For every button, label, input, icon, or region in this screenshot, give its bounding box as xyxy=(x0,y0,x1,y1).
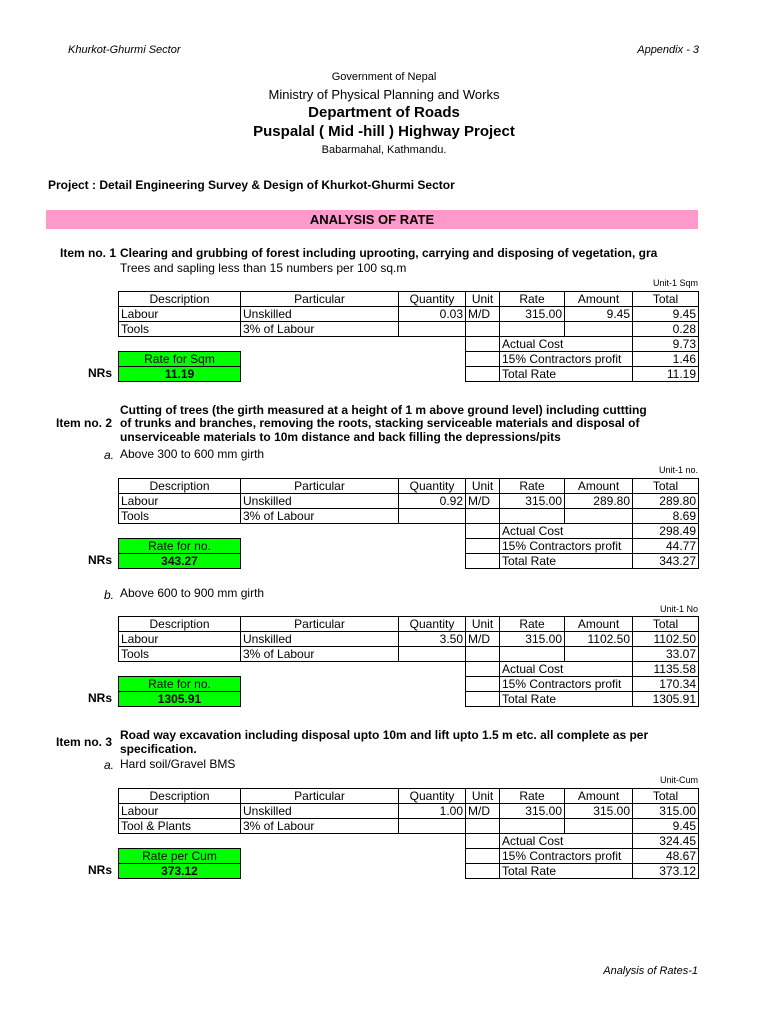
item2b-row1-amount: 1102.50 xyxy=(564,631,633,647)
item3a-nrs-label: NRs xyxy=(88,863,113,877)
item3a-profit: 48.67 xyxy=(632,848,699,864)
item3a-marker: a. xyxy=(104,758,115,772)
item2b-row2-desc: Tools xyxy=(118,646,241,662)
item3a-row1-total: 315.00 xyxy=(632,803,699,819)
item2a-profit-label: 15% Contractors profit xyxy=(499,538,633,554)
item2a-sub: Above 300 to 600 mm girth xyxy=(120,447,265,461)
item2a-sum-gap xyxy=(465,538,500,554)
item3a-col-part: Particular xyxy=(240,788,399,804)
item3a-col-unit: Unit xyxy=(465,788,500,804)
item2a-row1-qty: 0.92 xyxy=(398,493,466,509)
item1-profit: 1.46 xyxy=(632,351,699,367)
item2b-row2-rate xyxy=(499,646,565,662)
item1-row1-rate: 315.00 xyxy=(499,306,565,322)
item2b-row2-amount xyxy=(564,646,633,662)
item3a-col-total: Total xyxy=(632,788,699,804)
item2b-col-rate: Rate xyxy=(499,616,565,632)
item3a-row2-qty xyxy=(398,818,466,834)
item3a-rate-label: Rate per Cum xyxy=(118,848,241,864)
item1-sum-gap xyxy=(465,351,500,367)
item2a-marker: a. xyxy=(104,448,115,462)
item3a-row1-rate: 315.00 xyxy=(499,803,565,819)
page-footer: Analysis of Rates-1 xyxy=(603,965,698,977)
item1-row1-unit: M/D xyxy=(465,306,500,322)
item1-rate-label: Rate for Sqm xyxy=(118,351,241,367)
item1-row2-amount xyxy=(564,321,633,337)
item1-col-amount: Amount xyxy=(564,291,633,307)
item2b-col-qty: Quantity xyxy=(398,616,466,632)
item2a-col-rate: Rate xyxy=(499,478,565,494)
item1-actual-cost: 9.73 xyxy=(632,336,699,352)
item1-profit-label: 15% Contractors profit xyxy=(499,351,633,367)
item3a-col-rate: Rate xyxy=(499,788,565,804)
item2a-row1-part: Unskilled xyxy=(240,493,399,509)
item1-col-desc: Description xyxy=(118,291,241,307)
item2b-sum-gap xyxy=(465,676,500,692)
item2a-row1-amount: 289.80 xyxy=(564,493,633,509)
item2-title-1: Cutting of trees (the girth measured at a height of 1 m above ground level) including cuttting xyxy=(120,403,647,417)
item2b-row1-unit: M/D xyxy=(465,631,500,647)
item2b-row1-total: 1102.50 xyxy=(632,631,699,647)
item2a-rate-label: Rate for no. xyxy=(118,538,241,554)
project-name: Puspalal ( Mid -hill ) Highway Project xyxy=(253,123,515,140)
appendix-label: Appendix - 3 xyxy=(637,44,699,56)
item1-row2-unit xyxy=(465,321,500,337)
item2b-col-part: Particular xyxy=(240,616,399,632)
item3a-row2-amount xyxy=(564,818,633,834)
item2a-total-rate-label: Total Rate xyxy=(499,553,633,569)
item3a-profit-label: 15% Contractors profit xyxy=(499,848,633,864)
item2a-actual-cost-label: Actual Cost xyxy=(499,523,633,539)
item1-total-rate: 11.19 xyxy=(632,366,699,382)
item3-label: Item no. 3 xyxy=(55,735,112,749)
item2b-total-rate-label: Total Rate xyxy=(499,691,633,707)
item1-col-unit: Unit xyxy=(465,291,500,307)
item1-col-rate: Rate xyxy=(499,291,565,307)
item2b-total-rate: 1305.91 xyxy=(632,691,699,707)
item2a-rate-value: 343.27 xyxy=(118,553,241,569)
item2b-profit-label: 15% Contractors profit xyxy=(499,676,633,692)
item1-row2-qty xyxy=(398,321,466,337)
item1-total-rate-label: Total Rate xyxy=(499,366,633,382)
item3a-unit: Unit-Cum xyxy=(659,775,698,785)
item1-label: Item no. 1 xyxy=(59,246,116,260)
item2b-profit: 170.34 xyxy=(632,676,699,692)
item1-sub: Trees and sapling less than 15 numbers per 100 sq.m xyxy=(120,261,407,275)
item2b-sum-gap xyxy=(465,661,500,677)
item2a-row1-rate: 315.00 xyxy=(499,493,565,509)
item2b-sub: Above 600 to 900 mm girth xyxy=(120,586,265,600)
item1-sum-gap xyxy=(465,366,500,382)
item3a-row1-qty: 1.00 xyxy=(398,803,466,819)
item2a-row2-part: 3% of Labour xyxy=(240,508,399,524)
item1-row2-total: 0.28 xyxy=(632,321,699,337)
address: Babarmahal, Kathmandu. xyxy=(321,144,447,156)
item2a-row2-qty xyxy=(398,508,466,524)
item2a-row2-desc: Tools xyxy=(118,508,241,524)
sector-header: Khurkot-Ghurmi Sector xyxy=(68,44,181,56)
item2a-col-total: Total xyxy=(632,478,699,494)
item3a-sum-gap xyxy=(465,863,500,879)
item3a-row1-desc: Labour xyxy=(118,803,241,819)
item2a-row2-total: 8.69 xyxy=(632,508,699,524)
item3a-row2-total: 9.45 xyxy=(632,818,699,834)
ministry-title: Ministry of Physical Planning and Works xyxy=(268,87,500,102)
project-line: Project : Detail Engineering Survey & Design of Khurkot-Ghurmi Sector xyxy=(48,178,455,192)
item3a-col-amount: Amount xyxy=(564,788,633,804)
item2b-row2-unit xyxy=(465,646,500,662)
item1-col-part: Particular xyxy=(240,291,399,307)
item3a-row2-rate xyxy=(499,818,565,834)
item2a-row1-total: 289.80 xyxy=(632,493,699,509)
item3a-actual-cost: 324.45 xyxy=(632,833,699,849)
item2b-row2-qty xyxy=(398,646,466,662)
item3a-col-qty: Quantity xyxy=(398,788,466,804)
item3a-row2-unit xyxy=(465,818,500,834)
item2a-col-amount: Amount xyxy=(564,478,633,494)
item2a-col-unit: Unit xyxy=(465,478,500,494)
item2a-col-qty: Quantity xyxy=(398,478,466,494)
item1-col-total: Total xyxy=(632,291,699,307)
item1-rate-value: 11.19 xyxy=(118,366,241,382)
item2-label: Item no. 2 xyxy=(55,416,112,430)
item1-row1-part: Unskilled xyxy=(240,306,399,322)
item2-title-3: unserviceable materials to 10m distance and back filling the depressions/pits xyxy=(120,430,561,444)
item2a-row2-unit xyxy=(465,508,500,524)
item2b-marker: b. xyxy=(104,588,115,602)
item2b-rate-label: Rate for no. xyxy=(118,676,241,692)
item3a-rate-value: 373.12 xyxy=(118,863,241,879)
item2b-row1-part: Unskilled xyxy=(240,631,399,647)
item2b-rate-value: 1305.91 xyxy=(118,691,241,707)
item2a-row2-amount xyxy=(564,508,633,524)
item1-row1-amount: 9.45 xyxy=(564,306,633,322)
item2a-total-rate: 343.27 xyxy=(632,553,699,569)
item1-sum-gap xyxy=(465,336,500,352)
item1-title: Clearing and grubbing of forest including uprooting, carrying and disposing of vegetation, gra xyxy=(120,246,658,260)
item3a-actual-cost-label: Actual Cost xyxy=(499,833,633,849)
item2b-actual-cost-label: Actual Cost xyxy=(499,661,633,677)
item3a-total-rate: 373.12 xyxy=(632,863,699,879)
item3a-sum-gap xyxy=(465,848,500,864)
item3a-col-desc: Description xyxy=(118,788,241,804)
item1-row1-desc: Labour xyxy=(118,306,241,322)
item3-title-1: Road way excavation including disposal upto 10m and lift upto 1.5 m etc. all complete as per xyxy=(120,728,649,742)
item2b-unit: Unit-1 No xyxy=(659,604,698,614)
item1-col-qty: Quantity xyxy=(398,291,466,307)
item3a-row1-part: Unskilled xyxy=(240,803,399,819)
item1-row1-qty: 0.03 xyxy=(398,306,466,322)
item2a-sum-gap xyxy=(465,553,500,569)
item2a-actual-cost: 298.49 xyxy=(632,523,699,539)
item1-row1-total: 9.45 xyxy=(632,306,699,322)
item2b-row2-part: 3% of Labour xyxy=(240,646,399,662)
item2b-row1-rate: 315.00 xyxy=(499,631,565,647)
item2a-nrs-label: NRs xyxy=(88,553,113,567)
item2b-sum-gap xyxy=(465,691,500,707)
item2b-actual-cost: 1135.58 xyxy=(632,661,699,677)
gov-title: Government of Nepal xyxy=(331,71,437,83)
item1-row2-desc: Tools xyxy=(118,321,241,337)
item2b-col-total: Total xyxy=(632,616,699,632)
item2a-col-part: Particular xyxy=(240,478,399,494)
item2-title-2: of trunks and branches, removing the roots, stacking serviceable materials and disposal of xyxy=(120,416,640,430)
item3a-row1-unit: M/D xyxy=(465,803,500,819)
item2b-row1-desc: Labour xyxy=(118,631,241,647)
item1-row2-part: 3% of Labour xyxy=(240,321,399,337)
item2a-row2-rate xyxy=(499,508,565,524)
item2b-col-desc: Description xyxy=(118,616,241,632)
item3-title-2: specification. xyxy=(120,742,197,756)
item3a-total-rate-label: Total Rate xyxy=(499,863,633,879)
item3a-row1-amount: 315.00 xyxy=(564,803,633,819)
item2a-row1-unit: M/D xyxy=(465,493,500,509)
item2b-col-amount: Amount xyxy=(564,616,633,632)
item2b-row1-qty: 3.50 xyxy=(398,631,466,647)
item3a-sum-gap xyxy=(465,833,500,849)
item2a-col-desc: Description xyxy=(118,478,241,494)
item2a-unit: Unit-1 no. xyxy=(658,465,698,475)
analysis-banner: ANALYSIS OF RATE xyxy=(46,210,698,229)
item2a-profit: 44.77 xyxy=(632,538,699,554)
department-title: Department of Roads xyxy=(308,104,460,121)
item3a-row2-desc: Tool & Plants xyxy=(118,818,241,834)
item2a-sum-gap xyxy=(465,523,500,539)
item2a-row1-desc: Labour xyxy=(118,493,241,509)
item2b-col-unit: Unit xyxy=(465,616,500,632)
item2b-nrs-label: NRs xyxy=(88,691,113,705)
item3a-row2-part: 3% of Labour xyxy=(240,818,399,834)
item1-nrs-label: NRs xyxy=(88,366,113,380)
item1-row2-rate xyxy=(499,321,565,337)
item3a-sub: Hard soil/Gravel BMS xyxy=(120,757,236,771)
item2b-row2-total: 33.07 xyxy=(632,646,699,662)
item1-actual-cost-label: Actual Cost xyxy=(499,336,633,352)
item1-unit: Unit-1 Sqm xyxy=(652,278,698,288)
